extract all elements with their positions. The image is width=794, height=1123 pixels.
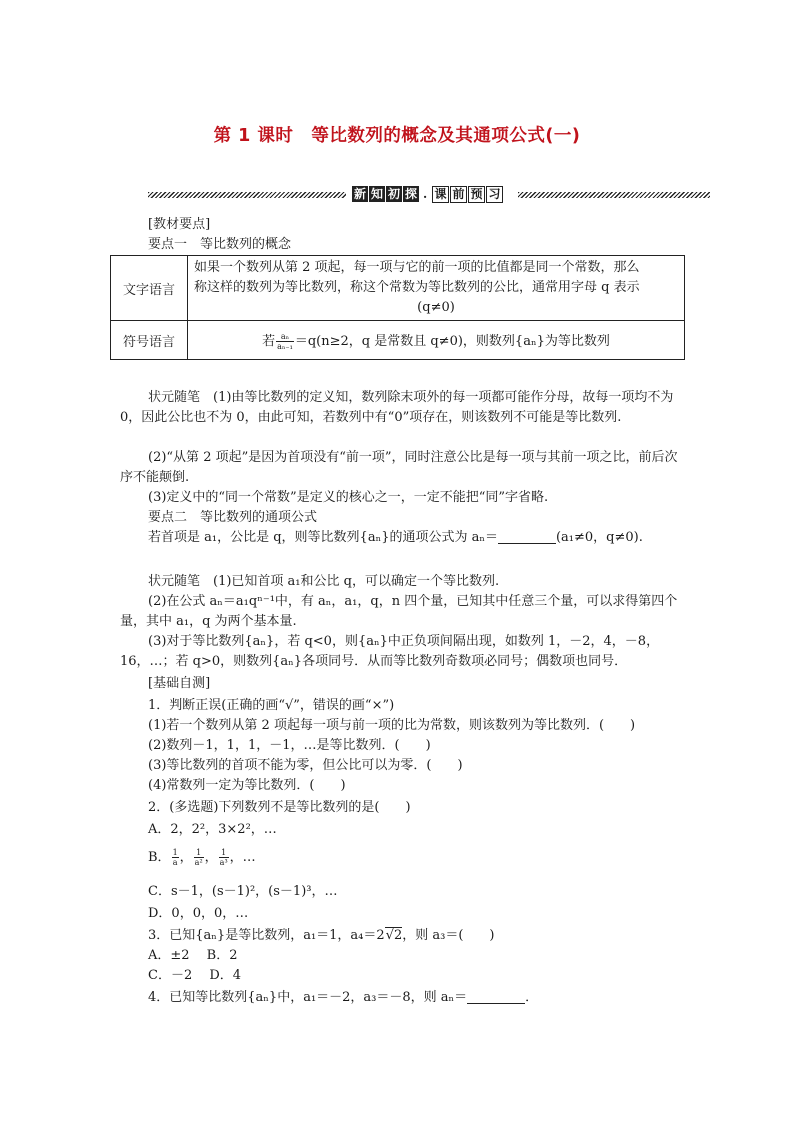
fraction-1-over-a2: $\frac{1}{\text{a²}}$: [194, 848, 203, 867]
table-row: [111, 256, 685, 321]
table-row: [111, 321, 685, 360]
q2-option-b: B． $\frac{1}{a}$ ， $\frac{1}{\text{a²}}$ ， $\frac{1}{\text{a³}}$ ，…: [148, 848, 256, 867]
q3-options-cd: C．－2 D．4: [148, 968, 242, 983]
q1-item: (2)数列－1，1，1，－1，…是等比数列．( ): [148, 738, 431, 753]
point2-heading: 要点二 等比数列的通项公式: [148, 510, 318, 525]
q2-stem: 2．(多选题)下列数列不是等比数列的是( ): [148, 800, 411, 815]
answer-blank: [498, 529, 556, 544]
table-cell-symbol-definition: 若 $\frac{\text{aₙ}}{\text{aₙ₋₁}}$ ＝q(n≥2，q 是常数且 q≠0)，则数列{aₙ}为等比数列: [188, 321, 685, 360]
point1-heading: 要点一 等比数列的概念: [148, 237, 292, 252]
q1-item: (4)常数列一定为等比数列．( ): [148, 778, 346, 793]
q1-stem: 1．判断正误(正确的画“√”，错误的画“×”): [148, 698, 395, 713]
table-cell-label: 符号语言: [111, 321, 188, 360]
table-cell-label: 文字语言: [111, 256, 188, 321]
q2-option-d: D．0，0，0，…: [148, 906, 249, 921]
note2-paragraph-2: (2)在公式 aₙ＝a₁qⁿ⁻¹中，有 aₙ，a₁，q，n 四个量，已知其中任意三个量，可以求得第四个量，其中 a₁，q 为两个基本量.: [120, 594, 678, 629]
q2-option-a: A．2，2²，3×2²，…: [148, 822, 277, 837]
banner-dot: ·: [423, 190, 428, 204]
banner-hatch-right: [518, 192, 710, 198]
sqrt-symbol: √2: [385, 928, 403, 943]
q1-item: (1)若一个数列从第 2 项起每一项与前一项的比为常数，则该数列为等比数列．( ): [148, 718, 636, 733]
banner-hatch-left: [148, 192, 346, 198]
fraction-1-over-a: $\frac{1}{a}$: [172, 848, 178, 867]
table-cell-text-definition: 如果一个数列从第 2 项起，每一项与它的前一项的比值都是同一个常数，那么 称这样的数列为等比数列，称这个常数为等比数列的公比，通常用字母 q 表示 (q≠0): [188, 256, 685, 321]
q1-item: (3)等比数列的首项不能为零，但公比可以为零．( ): [148, 758, 463, 773]
page-title: 第 1 课时 等比数列的概念及其通项公式(一): [213, 126, 581, 146]
banner-tag-new-knowledge: 新 知 初 探: [353, 187, 417, 201]
note2-paragraph-3: (3)对于等比数列{aₙ}，若 q<0，则{aₙ}中正负项间隔出现，如数列 1，－2，4，－8，16，…；若 q>0，则数列{aₙ}各项同号．从而等比数列奇数项必同号；偶数项也同号．: [120, 634, 660, 669]
q3-options-ab: A．±2 B．2: [148, 948, 238, 963]
definition-table: [110, 255, 685, 360]
point2-formula-line: 若首项是 a₁，公比是 q，则等比数列{aₙ}的通项公式为 aₙ＝ (a₁≠0，q≠0).: [148, 530, 643, 545]
q2-option-c: C．s－1，(s－1)²，(s－1)³，…: [148, 884, 338, 899]
q4-stem: 4．已知等比数列{aₙ}中，a₁＝－2，a₃＝－8，则 aₙ＝ ．: [148, 990, 539, 1005]
banner-tag-preview: 课 前 预 习: [432, 186, 504, 205]
section-label-textbook-points: [教材要点]: [148, 217, 211, 232]
note2-paragraph-1: 状元随笔 (1)已知首项 a₁和公比 q，可以确定一个等比数列.: [148, 574, 500, 589]
section-label-basic-test: [基础自测]: [148, 676, 211, 691]
answer-blank: [467, 989, 525, 1004]
note1-paragraph-2: (2)“从第 2 项起”是因为首项没有“前一项”，同时注意公比是每一项与其前一项之比，前后次序不能颠倒.: [120, 450, 678, 485]
note1-paragraph-3: (3)定义中的“同一个常数”是定义的核心之一，一定不能把“同”字省略.: [148, 490, 549, 505]
ratio-fraction: $\frac{\text{aₙ}}{\text{aₙ₋₁}}$: [277, 331, 293, 351]
q3-stem: 3．已知{aₙ}是等比数列，a₁＝1，a₄＝2√2，则 a₃＝( ): [148, 928, 495, 943]
note1-paragraph-1: 状元随笔 (1)由等比数列的定义知，数列除末项外的每一项都可能作分母，故每一项均不为 0，因此公比也不为 0，由此可知，若数列中有“0”项存在，则该数列不可能是等比数列.: [120, 390, 674, 425]
section-banner: [148, 186, 710, 204]
fraction-1-over-a3: $\frac{1}{\text{a³}}$: [219, 848, 228, 867]
